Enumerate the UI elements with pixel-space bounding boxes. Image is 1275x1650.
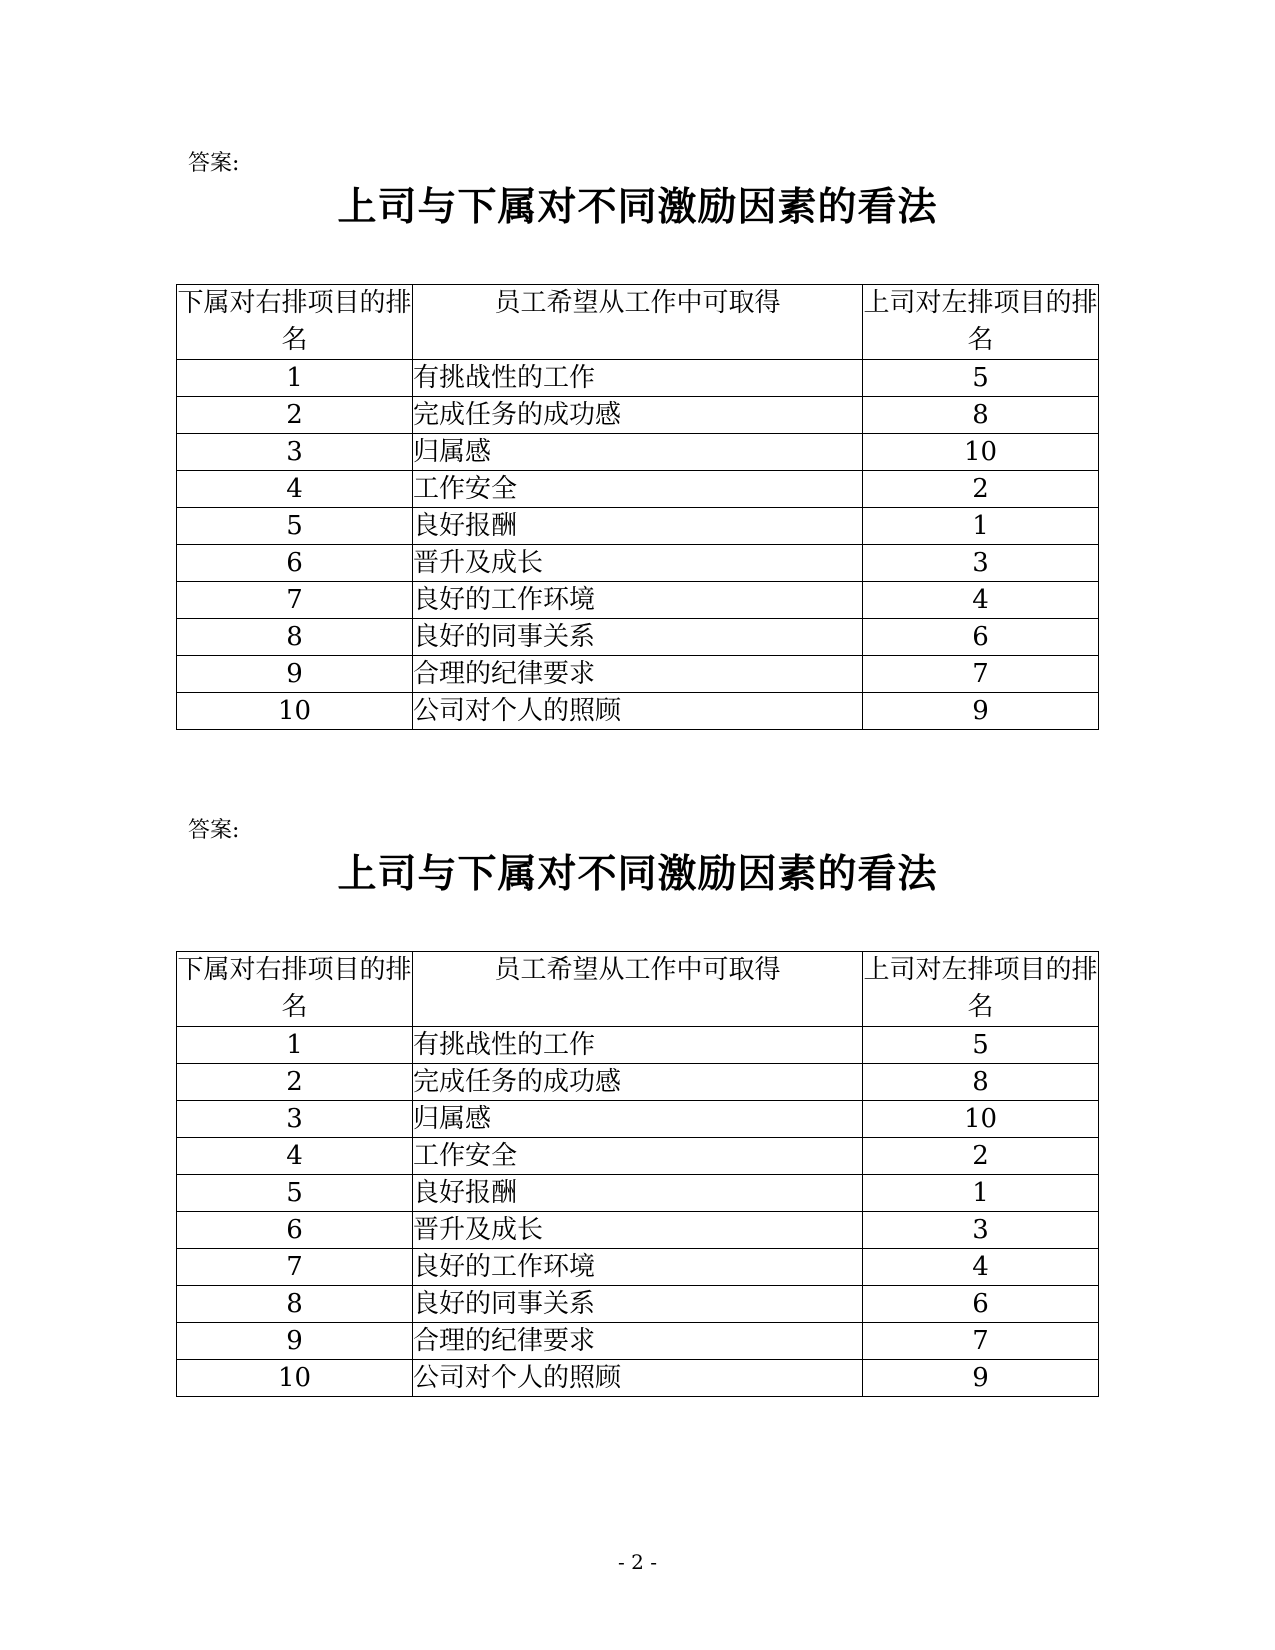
ranking-table bbox=[176, 951, 1099, 1397]
item-cell: 工作安全 bbox=[413, 1138, 863, 1175]
item-cell: 归属感 bbox=[413, 434, 863, 471]
subordinate-rank-cell: 8 bbox=[177, 1286, 413, 1323]
item-cell: 良好的工作环境 bbox=[413, 582, 863, 619]
boss-rank-cell: 10 bbox=[863, 1101, 1099, 1138]
item-cell: 工作安全 bbox=[413, 471, 863, 508]
subordinate-rank-cell: 9 bbox=[177, 1323, 413, 1360]
table-row bbox=[177, 471, 1099, 508]
header-employee-wants: 员工希望从工作中可取得 bbox=[413, 285, 863, 360]
item-cell: 完成任务的成功感 bbox=[413, 1064, 863, 1101]
boss-rank-cell: 5 bbox=[863, 1027, 1099, 1064]
item-cell: 有挑战性的工作 bbox=[413, 1027, 863, 1064]
subordinate-rank-cell: 10 bbox=[177, 1360, 413, 1397]
boss-rank-cell: 6 bbox=[863, 1286, 1099, 1323]
boss-rank-cell: 5 bbox=[863, 360, 1099, 397]
subordinate-rank-cell: 3 bbox=[177, 434, 413, 471]
item-cell: 晋升及成长 bbox=[413, 545, 863, 582]
boss-rank-cell: 3 bbox=[863, 545, 1099, 582]
table-row bbox=[177, 619, 1099, 656]
table-body bbox=[177, 1027, 1099, 1397]
table-row bbox=[177, 1101, 1099, 1138]
section-title: 上司与下属对不同激励因素的看法 bbox=[337, 852, 938, 897]
table-row bbox=[177, 397, 1099, 434]
subordinate-rank-cell: 6 bbox=[177, 1212, 413, 1249]
table-row bbox=[177, 656, 1099, 693]
section-title: 上司与下属对不同激励因素的看法 bbox=[337, 185, 938, 230]
answer-label: 答案: bbox=[188, 151, 240, 176]
table-row bbox=[177, 545, 1099, 582]
subordinate-rank-cell: 2 bbox=[177, 1064, 413, 1101]
subordinate-rank-cell: 4 bbox=[177, 471, 413, 508]
item-cell: 公司对个人的照顾 bbox=[413, 693, 863, 730]
answer-label: 答案: bbox=[188, 818, 240, 843]
boss-rank-cell: 2 bbox=[863, 471, 1099, 508]
subordinate-rank-cell: 9 bbox=[177, 656, 413, 693]
boss-rank-cell: 2 bbox=[863, 1138, 1099, 1175]
table-row bbox=[177, 1286, 1099, 1323]
item-cell: 良好的同事关系 bbox=[413, 1286, 863, 1323]
table-body bbox=[177, 360, 1099, 730]
subordinate-rank-cell: 2 bbox=[177, 397, 413, 434]
header-boss-rank: 上司对左排项目的排名 bbox=[863, 952, 1099, 1027]
table-row bbox=[177, 1064, 1099, 1101]
item-cell: 归属感 bbox=[413, 1101, 863, 1138]
boss-rank-cell: 8 bbox=[863, 397, 1099, 434]
table-row bbox=[177, 508, 1099, 545]
subordinate-rank-cell: 7 bbox=[177, 582, 413, 619]
boss-rank-cell: 6 bbox=[863, 619, 1099, 656]
header-boss-rank: 上司对左排项目的排名 bbox=[863, 285, 1099, 360]
table-row bbox=[177, 1027, 1099, 1064]
table-row bbox=[177, 1212, 1099, 1249]
table-row bbox=[177, 693, 1099, 730]
table-row bbox=[177, 1175, 1099, 1212]
boss-rank-cell: 4 bbox=[863, 582, 1099, 619]
subordinate-rank-cell: 8 bbox=[177, 619, 413, 656]
table-row bbox=[177, 434, 1099, 471]
header-subordinate-rank: 下属对右排项目的排名 bbox=[177, 285, 413, 360]
table-row bbox=[177, 1249, 1099, 1286]
subordinate-rank-cell: 1 bbox=[177, 1027, 413, 1064]
item-cell: 良好的工作环境 bbox=[413, 1249, 863, 1286]
table-row bbox=[177, 1360, 1099, 1397]
item-cell: 有挑战性的工作 bbox=[413, 360, 863, 397]
subordinate-rank-cell: 10 bbox=[177, 693, 413, 730]
boss-rank-cell: 10 bbox=[863, 434, 1099, 471]
table-row bbox=[177, 1138, 1099, 1175]
boss-rank-cell: 3 bbox=[863, 1212, 1099, 1249]
boss-rank-cell: 1 bbox=[863, 508, 1099, 545]
boss-rank-cell: 4 bbox=[863, 1249, 1099, 1286]
item-cell: 良好报酬 bbox=[413, 1175, 863, 1212]
table-row bbox=[177, 360, 1099, 397]
item-cell: 完成任务的成功感 bbox=[413, 397, 863, 434]
header-subordinate-rank: 下属对右排项目的排名 bbox=[177, 952, 413, 1027]
item-cell: 晋升及成长 bbox=[413, 1212, 863, 1249]
boss-rank-cell: 1 bbox=[863, 1175, 1099, 1212]
table-row bbox=[177, 1323, 1099, 1360]
subordinate-rank-cell: 1 bbox=[177, 360, 413, 397]
subordinate-rank-cell: 5 bbox=[177, 508, 413, 545]
boss-rank-cell: 7 bbox=[863, 656, 1099, 693]
table-header-row bbox=[177, 285, 1099, 360]
subordinate-rank-cell: 5 bbox=[177, 1175, 413, 1212]
item-cell: 合理的纪律要求 bbox=[413, 656, 863, 693]
boss-rank-cell: 9 bbox=[863, 693, 1099, 730]
subordinate-rank-cell: 6 bbox=[177, 545, 413, 582]
item-cell: 公司对个人的照顾 bbox=[413, 1360, 863, 1397]
item-cell: 良好的同事关系 bbox=[413, 619, 863, 656]
page-number: - 2 - bbox=[618, 1550, 657, 1574]
header-employee-wants: 员工希望从工作中可取得 bbox=[413, 952, 863, 1027]
boss-rank-cell: 8 bbox=[863, 1064, 1099, 1101]
boss-rank-cell: 7 bbox=[863, 1323, 1099, 1360]
item-cell: 合理的纪律要求 bbox=[413, 1323, 863, 1360]
item-cell: 良好报酬 bbox=[413, 508, 863, 545]
table-header-row bbox=[177, 952, 1099, 1027]
subordinate-rank-cell: 4 bbox=[177, 1138, 413, 1175]
subordinate-rank-cell: 7 bbox=[177, 1249, 413, 1286]
table-row bbox=[177, 582, 1099, 619]
subordinate-rank-cell: 3 bbox=[177, 1101, 413, 1138]
ranking-table bbox=[176, 284, 1099, 730]
boss-rank-cell: 9 bbox=[863, 1360, 1099, 1397]
